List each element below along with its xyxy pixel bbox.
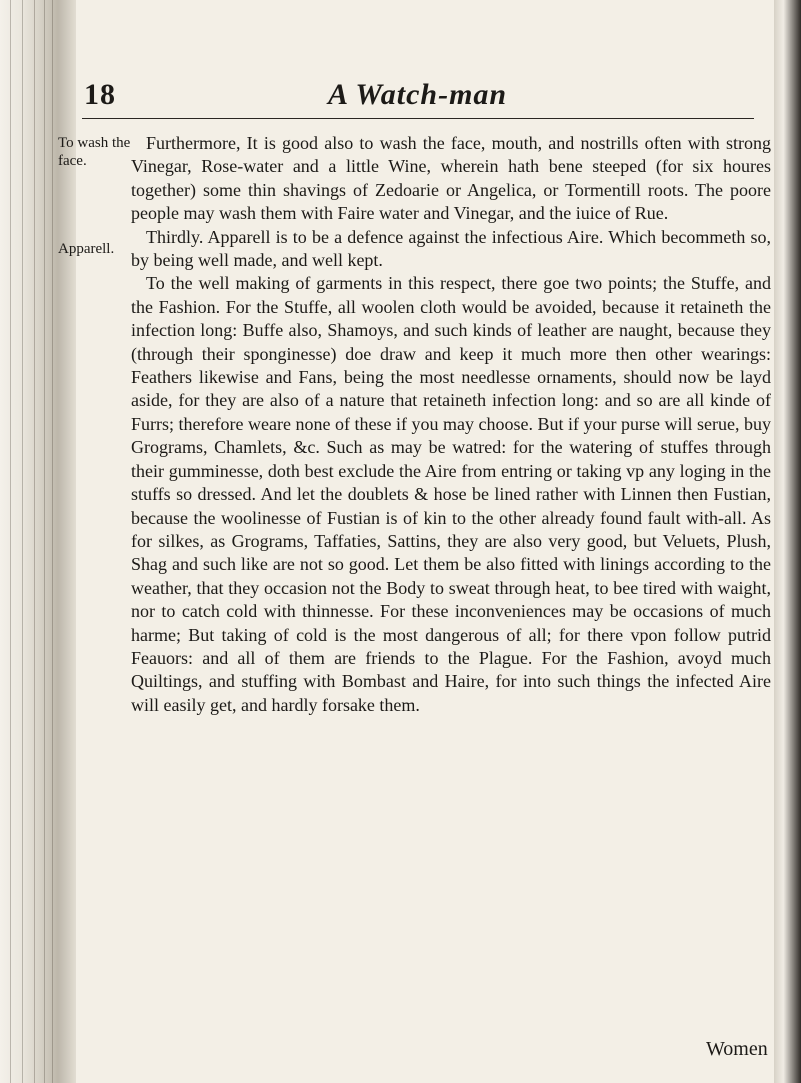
- paragraph-furthermore: Furthermore, It is good also to wash the face, mouth, and nostrills often with strong Vinegar, Rose-water and a little Wine, wherein hath bene steeped (for six houres together) some thin shavings of Zedoarie or Angelica, or Tormentill roots. The poore people may wash them with Faire water and Vinegar, and the iuice of Rue.: [131, 133, 771, 224]
- paragraph-well-making: To the well making of garments in this respect, there goe two points; the Stuffe, and the Fashion. For the Stuffe, all woolen cloth would be avoided, because it retaineth the infection long: Buffe also, Shamoys, and such kinds of leather are naught, because they (through their sponginesse) doe draw and keep it much more then other wearings: Feathers likewise and Fans, being the most needlesse ornaments, should now be layd aside, for they are also of a nature that retaineth infection long: and so are all kinde of Furrs; therefore weare none of these if you may choose. But if your purse will serue, buy Grograms, Chamlets, &c. Such as may be watred: for the watering of stuffes through their gumminesse, doth best exclude the Aire from entring or taking vp any loging in the stuffs so dressed. And let the doublets & hose be lined rather with Linnen then Fustian, because the woolinesse of Fustian is of kin to the other already found fault with-all. As for silkes, as Grograms, Taffaties, Sattins, they are also very good, but Veluets, Plush, Shag and such like are not so good. Let them be also fitted with linings according to the weather, that they occasion not the Body to sweat through heat, to bee tired with waight, nor to catch cold with thinnesse. For these inconveniences may be occasions of much harme; But taking of cold is the most dangerous of all; for there vpon follow putrid Feauors: and all of them are friends to the Plague. For the Fashion, avoyd much Quiltings, and stuffing with Bombast and Haire, for into such things the infected Aire will easily get, and hardly forsake them.: [131, 273, 771, 715]
- margin-note-apparell: [58, 240, 132, 258]
- margin-note-wash-face: [58, 134, 132, 170]
- margin-note-apparell-text: Apparell.: [58, 241, 115, 257]
- paragraph-thirdly: Thirdly. Apparell is to be a defence against the infectious Aire. Which becommeth so, by being well made, and well kept.: [131, 226, 771, 271]
- book-edge-right: [774, 0, 801, 1083]
- margin-note-wash-line2: face.: [58, 153, 87, 169]
- page-number: 18: [84, 78, 116, 111]
- book-page: [58, 0, 774, 1083]
- header-rule: [82, 118, 754, 119]
- running-head: A Watch-man: [328, 78, 508, 111]
- book-edge-left: [0, 0, 58, 1083]
- body-text: [131, 132, 771, 717]
- page-header: [58, 78, 774, 118]
- margin-note-wash-line1: To wash the: [58, 135, 131, 151]
- catchword: Women: [706, 1038, 768, 1060]
